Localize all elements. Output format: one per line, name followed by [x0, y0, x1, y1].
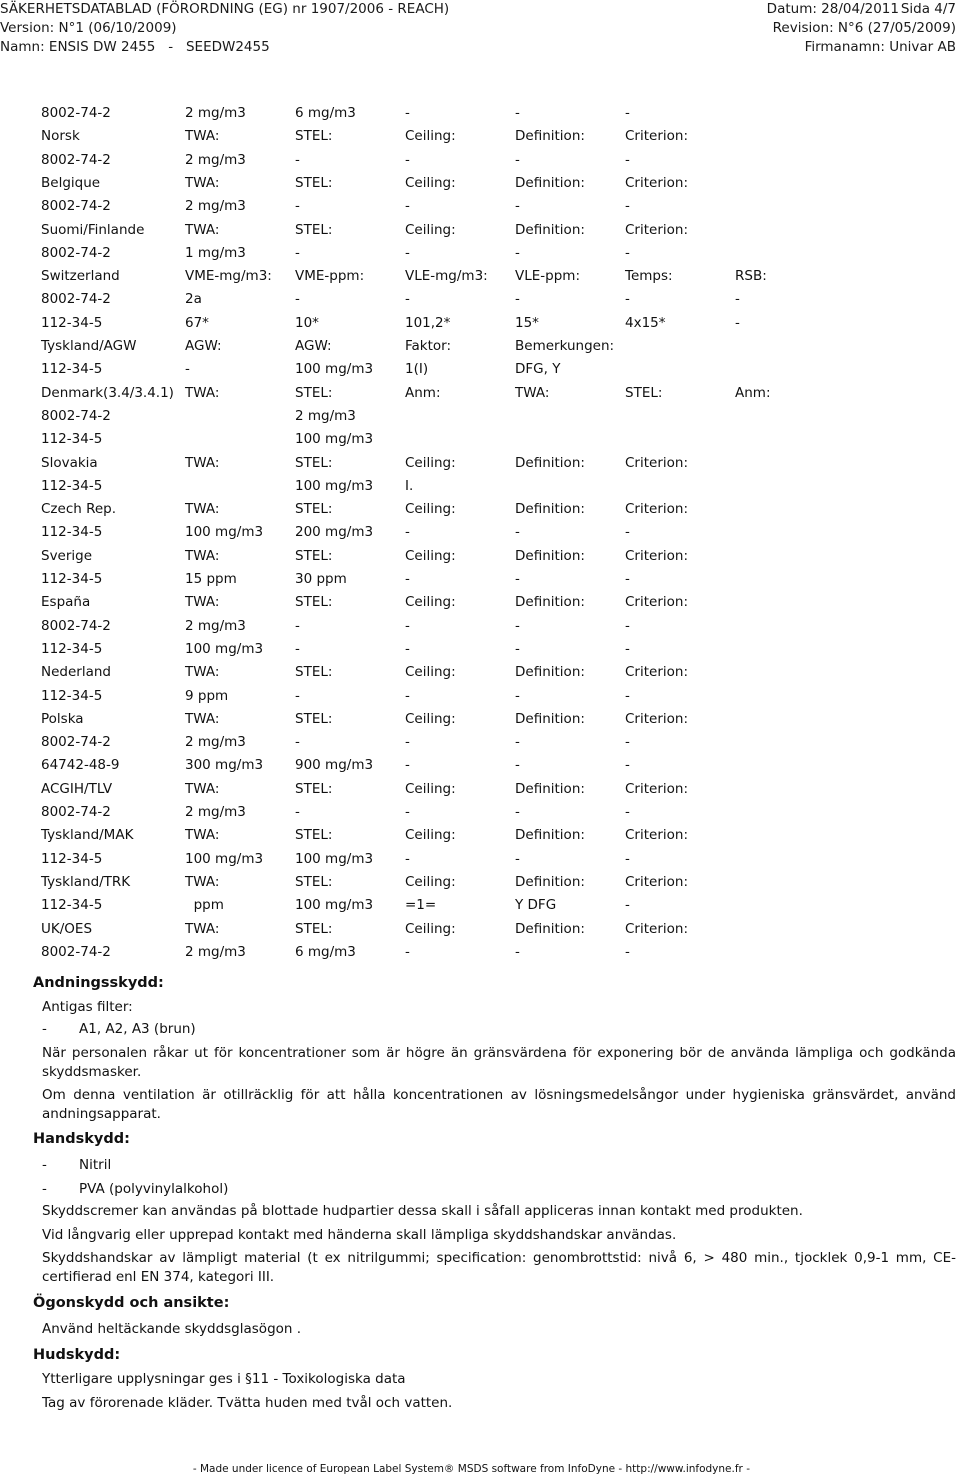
table-cell: DFG, Y [515, 361, 561, 378]
table-cell: Criterion: [625, 221, 688, 238]
table-cell: - [625, 617, 630, 634]
table-cell: 67* [185, 314, 209, 331]
table-cell: Tyskland/TRK [41, 873, 131, 890]
table-cell: - [625, 151, 630, 168]
table-cell: 112-34-5 [41, 687, 103, 704]
table-cell: - [735, 291, 740, 308]
table-cell: 30 ppm [295, 571, 347, 587]
table-cell: - [405, 291, 410, 308]
table-cell: - [515, 151, 520, 168]
table-cell: STEL: [295, 174, 333, 191]
table-cell: Definition: [515, 547, 585, 564]
table-cell: Ceiling: [405, 710, 456, 727]
table-cell: 2 mg/m3 [185, 734, 246, 751]
eye-paragraph: Använd heltäckande skyddsglasögon . [42, 1321, 302, 1337]
table-cell: TWA: [185, 454, 220, 471]
table-cell: Criterion: [625, 128, 688, 145]
table-cell: - [405, 734, 410, 751]
table-cell: 10* [295, 314, 319, 331]
section-heading-eye: Ögonskydd och ansikte: [33, 1295, 230, 1311]
table-cell: Criterion: [625, 780, 688, 797]
page-number: Sida 4/7 [900, 1, 956, 17]
table-cell: Criterion: [625, 454, 688, 471]
header-line-1 [0, 0, 960, 19]
table-cell: - [295, 291, 300, 308]
table-cell: Nederland [41, 664, 111, 681]
table-cell: STEL: [295, 920, 333, 937]
table-cell: - [405, 617, 410, 634]
table-cell: Ceiling: [405, 664, 456, 681]
table-cell: I. [405, 477, 414, 494]
list-dash: - [42, 1181, 47, 1197]
list-dash: - [42, 1021, 47, 1037]
table-cell: TWA: [185, 780, 220, 797]
table-cell: 2 mg/m3 [185, 105, 246, 121]
table-cell: - [185, 361, 190, 378]
table-cell: STEL: [295, 780, 333, 797]
table-cell: - [515, 571, 520, 587]
table-cell: ACGIH/TLV [41, 780, 113, 797]
table-cell: STEL: [295, 221, 333, 238]
table-cell: ppm [185, 897, 224, 914]
table-cell: STEL: [295, 547, 333, 564]
table-cell: 2 mg/m3 [185, 198, 246, 215]
table-cell: VLE-ppm: [515, 268, 580, 285]
table-cell: - [625, 804, 630, 820]
table-cell: Definition: [515, 454, 585, 471]
table-cell: 8002-74-2 [41, 105, 111, 121]
table-cell: Definition: [515, 873, 585, 890]
table-cell: Switzerland [41, 268, 120, 285]
table-cell: - [295, 804, 300, 820]
table-cell: 1 mg/m3 [185, 244, 246, 261]
table-cell: - [405, 571, 410, 587]
table-cell: 100 mg/m3 [295, 361, 374, 378]
skin-paragraph-2: Tag av förorenade kläder. Tvätta huden med tvål och vatten. [42, 1395, 453, 1411]
table-cell: - [515, 943, 520, 960]
table-cell: Definition: [515, 710, 585, 727]
skin-paragraph-1: Ytterligare upplysningar ges i §11 - Toxikologiska data [42, 1371, 406, 1387]
table-cell: - [625, 524, 630, 541]
table-cell: - [405, 105, 410, 121]
table-cell: TWA: [185, 710, 220, 727]
table-cell: - [405, 687, 410, 704]
table-cell: TWA: [185, 920, 220, 937]
table-cell: STEL: [295, 501, 333, 518]
table-cell: Criterion: [625, 594, 688, 611]
table-cell: 100 mg/m3 [185, 524, 264, 541]
table-cell: - [515, 734, 520, 751]
document-date: Datum: 28/04/2011 [766, 1, 899, 17]
table-cell: Ceiling: [405, 780, 456, 797]
header-line-3 [0, 38, 960, 57]
table-cell: TWA: [185, 664, 220, 681]
table-cell: Polska [41, 710, 84, 727]
table-cell: TWA: [185, 827, 220, 844]
table-cell: Temps: [625, 268, 673, 285]
table-cell: - [625, 105, 630, 121]
table-cell: Anm: [735, 384, 771, 401]
table-cell: AGW: [185, 338, 222, 354]
table-cell: España [41, 594, 91, 611]
table-cell: 100 mg/m3 [295, 850, 374, 867]
table-cell: - [625, 687, 630, 704]
table-cell: UK/OES [41, 920, 93, 937]
table-cell: TWA: [185, 873, 220, 890]
table-cell: Faktor: [405, 338, 452, 354]
table-cell: - [515, 850, 520, 867]
table-cell: - [295, 687, 300, 704]
table-cell: Ceiling: [405, 594, 456, 611]
table-cell: Definition: [515, 920, 585, 937]
table-cell: STEL: [295, 827, 333, 844]
table-cell: Definition: [515, 128, 585, 145]
table-cell: - [295, 617, 300, 634]
table-cell: Definition: [515, 664, 585, 681]
document-revision: Revision: N°6 (27/05/2009) [772, 20, 956, 36]
table-cell: Criterion: [625, 501, 688, 518]
table-cell: 112-34-5 [41, 477, 103, 494]
table-cell: Definition: [515, 501, 585, 518]
table-cell: TWA: [185, 547, 220, 564]
table-cell: 100 mg/m3 [185, 850, 264, 867]
table-cell: 100 mg/m3 [295, 477, 374, 494]
table-cell: - [515, 617, 520, 634]
table-cell: - [625, 850, 630, 867]
table-cell: Ceiling: [405, 221, 456, 238]
header-line-2 [0, 19, 960, 38]
table-cell: 2 mg/m3 [185, 804, 246, 820]
table-cell: - [405, 524, 410, 541]
table-cell: - [515, 244, 520, 261]
table-cell: - [295, 151, 300, 168]
table-cell: TWA: [185, 501, 220, 518]
table-cell: 200 mg/m3 [295, 524, 374, 541]
section-heading-respiratory: Andningsskydd: [33, 975, 164, 991]
table-cell: Criterion: [625, 547, 688, 564]
table-cell: Ceiling: [405, 174, 456, 191]
table-cell: STEL: [295, 873, 333, 890]
table-cell: - [405, 943, 410, 960]
table-cell: - [515, 687, 520, 704]
table-cell: 2a [185, 291, 202, 308]
table-cell: TWA: [185, 594, 220, 611]
table-cell: 112-34-5 [41, 897, 103, 914]
table-cell: 112-34-5 [41, 640, 103, 657]
table-cell: 8002-74-2 [41, 943, 111, 960]
table-cell: 100 mg/m3 [185, 640, 264, 657]
table-cell: - [515, 198, 520, 215]
table-cell: 100 mg/m3 [295, 897, 374, 914]
table-cell: - [295, 734, 300, 751]
table-cell: 8002-74-2 [41, 617, 111, 634]
table-cell: RSB: [735, 268, 767, 285]
table-cell: Definition: [515, 221, 585, 238]
table-cell: - [515, 105, 520, 121]
table-cell: TWA: [185, 384, 220, 401]
company-name: Firmanamn: Univar AB [804, 39, 956, 55]
list-item-text: A1, A2, A3 (brun) [79, 1021, 196, 1037]
table-cell: Ceiling: [405, 128, 456, 145]
section-heading-hand: Handskydd: [33, 1131, 130, 1147]
table-cell: 100 mg/m3 [295, 431, 374, 448]
respiratory-paragraph-2: Om denna ventilation är otillräcklig för att hålla koncentrationen av lösningsmedelsångor under hygieniska gränsvärdet, använd andningsapparat. [42, 1087, 956, 1122]
table-cell: 2 mg/m3 [295, 407, 356, 424]
table-cell: TWA: [185, 221, 220, 238]
table-cell: Belgique [41, 174, 101, 191]
table-cell: - [625, 291, 630, 308]
table-cell: - [295, 640, 300, 657]
table-cell: Denmark(3.4/3.4.1) [41, 384, 174, 401]
table-cell: Criterion: [625, 827, 688, 844]
table-cell: 2 mg/m3 [185, 943, 246, 960]
section-heading-skin: Hudskydd: [33, 1347, 121, 1363]
table-cell: 2 mg/m3 [185, 151, 246, 168]
table-cell: Czech Rep. [41, 501, 117, 518]
table-cell: Sverige [41, 547, 93, 564]
table-cell: STEL: [295, 128, 333, 145]
table-cell: - [515, 757, 520, 774]
table-cell: Anm: [405, 384, 441, 401]
table-cell: Ceiling: [405, 547, 456, 564]
product-name: Namn: ENSIS DW 2455 - SEEDW2455 [0, 39, 270, 55]
hand-paragraph-1: Skyddscremer kan användas på blottade hudpartier dessa skall i såfall appliceras innan kontakt med produkten. [42, 1203, 803, 1219]
table-cell: Definition: [515, 780, 585, 797]
document-title: SÄKERHETSDATABLAD (FÖRORDNING (EG) nr 1907/2006 - REACH) [0, 1, 450, 17]
table-cell: 9 ppm [185, 687, 229, 704]
table-cell: - [405, 151, 410, 168]
table-cell: 112-34-5 [41, 524, 103, 541]
table-cell: 112-34-5 [41, 850, 103, 867]
table-cell: STEL: [295, 384, 333, 401]
table-cell: 4x15* [625, 314, 666, 331]
table-cell: - [405, 198, 410, 215]
table-cell: 900 mg/m3 [295, 757, 374, 774]
table-cell: - [625, 757, 630, 774]
table-cell: TWA: [185, 174, 220, 191]
table-cell: - [625, 734, 630, 751]
table-cell: - [625, 571, 630, 587]
table-cell: - [295, 244, 300, 261]
table-cell: STEL: [295, 594, 333, 611]
table-cell: Definition: [515, 594, 585, 611]
table-cell: AGW: [295, 338, 332, 354]
table-cell: 15 ppm [185, 571, 237, 587]
table-cell: VME-ppm: [295, 268, 365, 285]
table-cell: VLE-mg/m3: [405, 268, 488, 285]
table-cell: 64742-48-9 [41, 757, 120, 774]
table-cell: Suomi/Finlande [41, 221, 145, 238]
table-cell: Definition: [515, 174, 585, 191]
table-cell: STEL: [625, 384, 663, 401]
list-item-text: PVA (polyvinylalkohol) [79, 1181, 229, 1197]
respiratory-paragraph-1: När personalen råkar ut för koncentrationer som är högre än gränsvärdena för exponering bör de använda lämpliga och godkända skyddsmasker. [42, 1045, 956, 1080]
table-cell: 8002-74-2 [41, 407, 111, 424]
table-cell: - [735, 314, 740, 331]
table-cell: 8002-74-2 [41, 244, 111, 261]
table-cell: 112-34-5 [41, 361, 103, 378]
table-cell: - [405, 757, 410, 774]
table-cell: - [295, 198, 300, 215]
table-cell: Ceiling: [405, 827, 456, 844]
table-cell: - [625, 640, 630, 657]
table-cell: Definition: [515, 827, 585, 844]
table-cell: Tyskland/AGW [41, 338, 137, 354]
table-cell: Tyskland/MAK [41, 827, 134, 844]
table-cell: 8002-74-2 [41, 291, 111, 308]
table-cell: 15* [515, 314, 539, 331]
hand-paragraph-2: Vid långvarig eller upprepad kontakt med händerna skall lämpliga skyddshandskar användas. [42, 1227, 677, 1243]
table-cell: 6 mg/m3 [295, 105, 356, 121]
table-cell: - [405, 244, 410, 261]
table-cell: Criterion: [625, 920, 688, 937]
table-cell: 8002-74-2 [41, 151, 111, 168]
table-cell: =1= [405, 897, 437, 914]
table-cell: Ceiling: [405, 920, 456, 937]
table-cell: Norsk [41, 128, 80, 145]
table-cell: Criterion: [625, 873, 688, 890]
table-cell: Slovakia [41, 454, 98, 471]
table-cell: - [515, 524, 520, 541]
table-cell: Y DFG [515, 897, 557, 914]
table-cell: - [515, 640, 520, 657]
table-cell: 8002-74-2 [41, 734, 111, 751]
filter-label [42, 998, 133, 1017]
table-cell: - [405, 850, 410, 867]
table-cell: 1(I) [405, 361, 429, 378]
filter-label-text: Antigas filter: [42, 999, 133, 1015]
table-cell: STEL: [295, 710, 333, 727]
table-cell: - [405, 640, 410, 657]
table-cell: TWA: [515, 384, 550, 401]
table-cell: 101,2* [405, 314, 451, 331]
table-cell: 112-34-5 [41, 431, 103, 448]
table-cell: - [625, 244, 630, 261]
list-item-text: Nitril [79, 1157, 112, 1173]
table-cell: TWA: [185, 128, 220, 145]
table-cell: VME-mg/m3: [185, 268, 272, 285]
table-cell: STEL: [295, 454, 333, 471]
table-cell: STEL: [295, 664, 333, 681]
table-cell: Criterion: [625, 710, 688, 727]
table-cell: 8002-74-2 [41, 804, 111, 820]
table-cell: - [625, 943, 630, 960]
table-cell: 112-34-5 [41, 571, 103, 587]
footer-text: - Made under licence of European Label System® MSDS software from InfoDyne - http://www.infodyne.fr - [192, 1463, 750, 1475]
table-cell: - [405, 804, 410, 820]
table-cell: Criterion: [625, 664, 688, 681]
table-cell: - [625, 897, 630, 914]
hand-paragraph-3: Skyddshandskar av lämpligt material (t ex nitrilgummi; specification: genombrottstid: nivå 6, > 480 min., tjocklek 0,9-1 mm, CE-certifierad enl EN 374, kategori III. [42, 1250, 956, 1285]
table-cell: Criterion: [625, 174, 688, 191]
table-cell: 300 mg/m3 [185, 757, 264, 774]
list-dash: - [42, 1157, 47, 1173]
document-version: Version: N°1 (06/10/2009) [0, 20, 177, 36]
table-cell: 112-34-5 [41, 314, 103, 331]
table-cell: - [515, 291, 520, 308]
table-cell: 6 mg/m3 [295, 943, 356, 960]
table-cell: 2 mg/m3 [185, 617, 246, 634]
table-cell: Ceiling: [405, 501, 456, 518]
table-cell: - [625, 198, 630, 215]
table-cell: Bemerkungen: [515, 338, 615, 354]
table-cell: Ceiling: [405, 454, 456, 471]
table-cell: Ceiling: [405, 873, 456, 890]
table-cell: - [515, 804, 520, 820]
table-cell: 8002-74-2 [41, 198, 111, 215]
